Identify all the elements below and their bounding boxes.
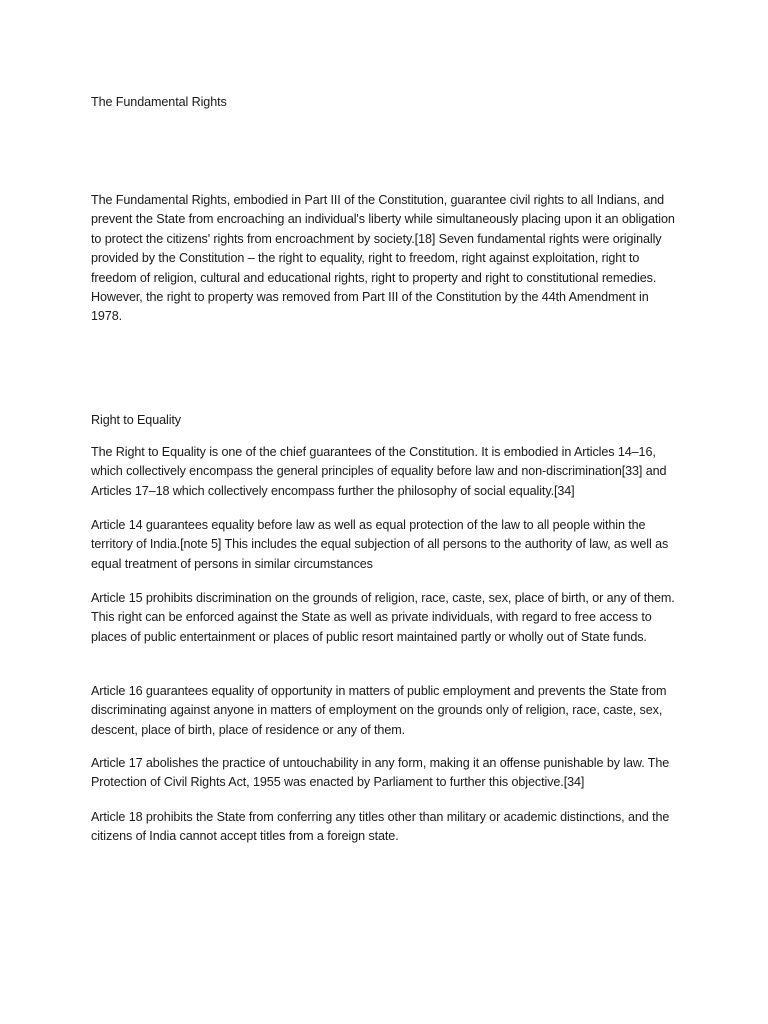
paragraph-article-15: Article 15 prohibits discrimination on the grounds of religion, race, caste, sex, place of birth, or any of them. This right can be enforced against the State as well as private individuals, with regard to free access to places of public entertainment or places of public resort maintained partly or wholly out of State funds. [91,591,675,644]
paragraph-article-16: Article 16 guarantees equality of opportunity in matters of public employment and prevents the State from discriminating against anyone in matters of employment on the grounds only of religion, race, caste, sex, descent, place of birth, place of residence or any of them. [91,684,667,737]
document-title: The Fundamental Rights [91,95,227,109]
paragraph-article-17: Article 17 abolishes the practice of untouchability in any form, making it an offense punishable by law. The Protection of Civil Rights Act, 1955 was enacted by Parliament to further this objective.[34] [91,756,670,790]
section-heading: Right to Equality [91,413,182,427]
paragraph-article-14: Article 14 guarantees equality before law as well as equal protection of the law to all people within the territory of India.[note 5] This includes the equal subjection of all persons to the authority of law, as well as equal treatment of persons in similar circumstances [91,518,669,571]
paragraph-right-to-equality: The Right to Equality is one of the chief guarantees of the Constitution. It is embodied in Articles 14–16, which collectively encompass the general principles of equality before law and non-discrimination[33] and Articles 17–18 which collectively encompass further the philosophy of social equality.[34] [91,445,667,498]
intro-paragraph: The Fundamental Rights, embodied in Part III of the Constitution, guarantee civil rights to all Indians, and prevent the State from encroaching an individual's liberty while simultaneously placing upon it an obligation to protect the citizens' rights from encroachment by society.[18] Seven fundamental rights were originally provided by the Constitution – the right to equality, right to freedom, right against exploitation, right to freedom of religion, cultural and educational rights, right to property and right to constitutional remedies. However, the right to property was removed from Part III of the Constitution by the 44th Amendment in 1978. [91,193,675,324]
paragraph-article-18: Article 18 prohibits the State from conferring any titles other than military or academic distinctions, and the citizens of India cannot accept titles from a foreign state. [91,810,670,844]
